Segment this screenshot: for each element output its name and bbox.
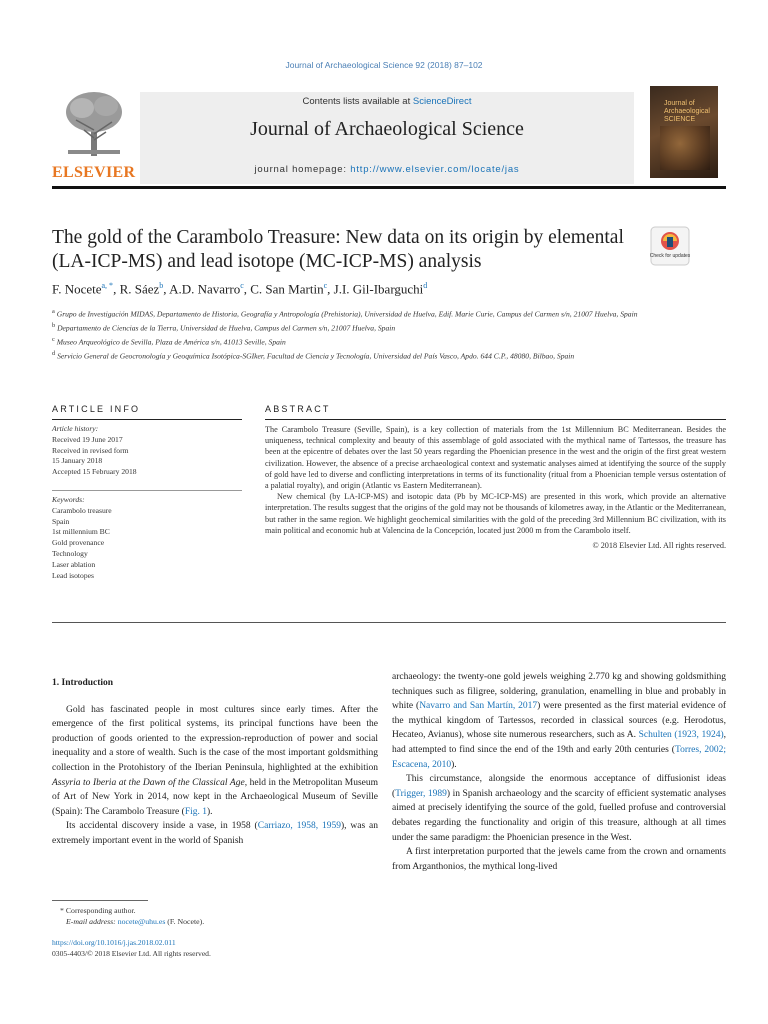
author[interactable]: R. Sáez [119,281,160,297]
corresponding-author-note: * Corresponding author. [60,906,136,915]
keyword: 1st millennium BC [52,527,110,537]
footnote [52,906,378,927]
keyword: Gold provenance [52,538,105,548]
check-updates-label: Check for updates [650,253,690,259]
header-divider [52,186,726,189]
article-info-rule [52,419,242,420]
body-right-column [392,670,726,874]
doi-block [52,938,378,959]
keyword: Lead isotopes [52,570,94,580]
homepage-link[interactable]: http://www.elsevier.com/locate/jas [350,164,520,175]
journal-cover-image[interactable] [650,86,718,178]
keyword: Technology [52,548,88,558]
article-info [52,424,242,581]
sciencedirect-link[interactable]: ScienceDirect [412,96,472,107]
footnote-rule [52,900,148,901]
keyword: Laser ablation [52,559,96,569]
author[interactable]: J.I. Gil-Ibarguchi [333,281,424,297]
abstract-paragraph: The Carambolo Treasure (Seville, Spain), is a key collection of materials from the 1st Millennium BC Mediterranean. Besides the uniqueness, technical complexity and beauty of this assemblage of gold associated with the mythical name of Tartessos, the treasure has been at the epicentre of debates over the last 50 years regarding the Phoenician presence in the west and the origin of the first great western civilization. However, the absence of a precise archaeological context and systematic analyses aimed at identifying the source of the supply of gold have led to diverse and conflicting interpretations in terms of its functionality (ritual from a Phoenician temple versus ostentation of a palatial royalty), and origin (Atlantic vs Eastern Mediterranean). [265,425,726,491]
body-paragraph: A first interpretation purported that the jewels came from the crown and ornaments from Arganthonios, the mythical long-lived [392,847,726,872]
figure-link[interactable]: Fig. 1 [184,806,207,817]
abstract-bottom-rule [52,622,726,623]
abstract-rule [265,419,726,420]
author-affil-mark[interactable]: c [240,281,244,290]
abstract-body [265,424,726,551]
body-left-column [52,676,378,849]
email-note: E-mail address: nocete@uhu.es (F. Nocete). [66,916,205,926]
author-affil-mark[interactable]: c [323,281,328,290]
body-paragraph: Its accidental discovery inside a vase, in 1958 (Carriazo, 1958, 1959), was an extremely important event in the world of Spanish [52,821,379,846]
body-paragraph: Gold has fascinated people in most cultures since early times. After the emergence of the first political systems, its principal functions have been the production of goods oriented to the expression-reproduction of power and social inequality and a store of wealth. Such is the case of the most important goldsmithing collection in the Protohistory of the Iberian Peninsula, highlighted at the exhibition Assyria to Iberia at the Dawn of the Classical Age, held in the Metropolitan Museum of Art of New York in 2014, now kept in the Archaeological Museum of Seville (Spain): The Carambolo Treasure (Fig. 1). [52,704,378,817]
affiliation: $^d$ Servicio General de Geocronología y Geoquímica Isotópica-SGIker, Facultad de Ciencia y Tecnología, Universidad del País Vasco, Apdo. 644 C.P., 48080, Bilbao, Spain [52,350,575,361]
journal-reference[interactable]: Journal of Archaeological Science 92 (2018) 87–102 [285,60,483,70]
cover-title: Journal of Archaeological SCIENCE [664,100,710,123]
author-affil-mark[interactable]: d [423,281,428,290]
email-link[interactable]: nocete@uhu.es [117,916,166,926]
author-affil-mark[interactable]: a, * [101,281,114,290]
author-affil-mark[interactable]: b [159,281,164,290]
citation-link[interactable]: Carriazo, 1958, 1959 [257,821,341,832]
history-item: Accepted 15 February 2018 [52,467,137,477]
elsevier-logo[interactable] [52,90,134,182]
issn-copyright: 0305-4403/© 2018 Elsevier Ltd. All rights reserved. [52,948,211,958]
citation-link[interactable]: Trigger, 1989 [395,788,447,799]
affiliations [52,306,692,362]
abstract-paragraph: New chemical (by LA-ICP-MS) and isotopic data (Pb by MC-ICP-MS) are presented in this work, which provide an alternative interpretation. The results suggest that the origins of the gold may not be thousands of kilometres away, in the Atlantic or the Mediterranean, but rather in the same region. We highlight geochemical similarities with the gold of the preceding 3rd Millennium BC civilization, with its main political and economic hub at Valencina de la Concepción, located just 2000 m from the Carambolo itself. [265,492,726,535]
copyright-notice: © 2018 Elsevier Ltd. All rights reserved. [592,541,726,551]
citation-link[interactable]: Torres, 2002; Escacena, 2010 [392,744,726,770]
author-list: F. Nocete$^{a, *}$, R. Sáez$^b$, A.D. Navarro$^c$, C. San Martin$^c$, J.I. Gil-Ibarguchi$^d$ [52,281,428,297]
affiliation: $^a$ Grupo de Investigación MIDAS, Departamento de Historia, Geografía y Antropología (Prehistoria), Universidad de Huelva, Edif. Marie Curie, Campus del Carmen s/n, 21007 Huelva, Spain [52,308,638,319]
article-title: The gold of the Carambolo Treasure: New data on its origin by elemental (LA-ICP-MS) and lead isotope (MC-ICP-MS) analysis [52,227,624,272]
body-paragraph: archaeology: the twenty-one gold jewels weighing 2.770 kg and showing goldsmithing techniques such as filigree, soldering, granulation, enamelling in blue and probably in white (Navarro and San Martín, 2017) were presented as the first material evidence of the mythical kingdom of Tartessos, recorded in classical sources (e.g. Herodotus, Hecateo, Avianus), whose site numerous researchers, such as A. Schulten (1923, 1924), had attempted to find since the end of the 19th and early 20th centuries (Torres, 2002; Escacena, 2010). [392,672,727,770]
author[interactable]: F. Nocete [52,281,102,297]
citation-link[interactable]: Navarro and San Martín, 2017 [419,701,538,712]
citation-link[interactable]: Schulten (1923, 1924) [638,730,724,741]
keywords-label: Keywords: [52,494,85,504]
journal-title: Journal of Archaeological Science [250,118,524,140]
contents-availability: Contents lists available at ScienceDirect [302,96,472,107]
affiliation: $^b$ Departamento de Ciencias de la Tierra, Universidad de Huelva, Campus del Carmen s/n, 21007 Huelva, Spain [52,322,396,333]
history-item: Received 19 June 2017 [52,434,123,444]
journal-homepage: journal homepage: http://www.elsevier.com/locate/jas [254,164,520,175]
article-info-heading: ARTICLE INFO [52,404,141,414]
keywords-divider [52,490,242,491]
check-for-updates-button[interactable] [650,226,690,266]
elsevier-wordmark: ELSEVIER [52,164,136,181]
keyword: Spain [52,516,70,526]
check-updates-icon [650,226,690,266]
body-paragraph: This circumstance, alongside the enormous acceptance of diffusionist ideas (Trigger, 1989) in Spanish archaeology and the scarcity of efficient systematic analyses aimed at precisely identifying the source of the gold, fuelled profuse and controversial debates regarding the functionality and origin of this treasure, although at all times under the same paradigm: the Phoenician presence in the West. [392,774,726,843]
affiliation: $^c$ Museo Arqueológico de Sevilla, Plaza de América s/n, 41013 Seville, Spain [52,336,286,347]
history-item: Received in revised form [52,445,129,455]
cover-artwork [660,126,710,170]
journal-masthead [140,92,634,184]
abstract-heading: ABSTRACT [265,404,331,414]
section-heading: 1. Introduction [52,678,114,688]
elsevier-tree-icon [62,90,126,160]
author[interactable]: A.D. Navarro [169,281,241,297]
author[interactable]: C. San Martin [250,281,324,297]
history-label: Article history: [52,424,99,433]
history-item: 15 January 2018 [52,456,103,466]
doi-link[interactable]: https://doi.org/10.1016/j.jas.2018.02.011 [52,938,176,947]
keyword: Carambolo treasure [52,505,112,515]
